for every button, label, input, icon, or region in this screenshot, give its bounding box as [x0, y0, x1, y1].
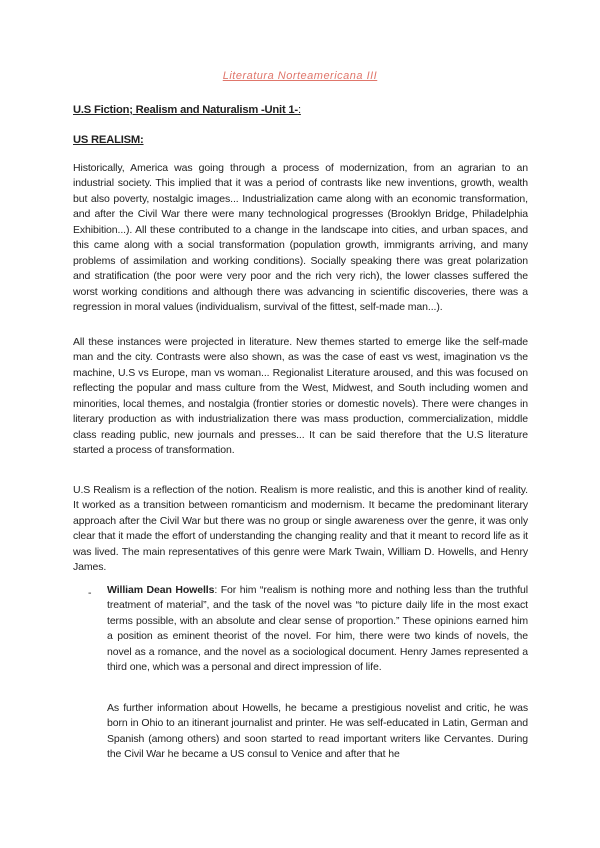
paragraph-literature: All these instances were projected in literature. New themes started to emerge like the self-made man and the city. Contrasts were also shown, as was the case of east vs west, imagination vs the machine, U.S vs Europe, man vs woman... Regionalist Literature aroused, and this was focused on reflecting the popular and mass culture from the West, Midwest, and South including women and minorities, local themes, and nostalgia (frontier stories or domestic novels). There were changes in literary production as with industrialization there was mass production, commercialization, middle class reading public, new journals and presses... It can be said therefore that the U.S literature started a process of transformation.: [73, 335, 528, 456]
section-heading-text: US REALISM: [73, 134, 140, 146]
bullet-howells: [107, 583, 528, 676]
bullet-name: William Dean Howells: [107, 583, 215, 596]
section-heading: [73, 134, 144, 146]
document-title: [73, 104, 301, 116]
section-heading-suffix: :: [140, 134, 144, 146]
title-text: U.S Fiction; Realism and Naturalism -Unit 1-: [73, 104, 298, 116]
bullet-text: : For him “realism is nothing more and nothing less than the truthful treatment of material”, and the task of the novel was “to picture daily life in the most exact terms possible, with an absolute and clear sense of proportion.” These opinions earned him a position as eminent theorist of the novel. For him, there were two kinds of novels, the novel as a romance, and the novel as a sociological document. Henry James represented a third one, which was a personal and direct impression of life.: [107, 583, 528, 673]
bullet-dash: -: [88, 587, 92, 599]
page-header: Literatura Norteamericana III: [222, 70, 378, 82]
paragraph-us-realism: U.S Realism is a reflection of the notion. Realism is more realistic, and this is another kind of reality. It worked as a transition between romanticism and modernism. It became the predominant literary approach after the Civil War but there was no group or single awareness over the genre, it was only clear that it made the effort of understanding the changing reality and that it meant to record life as it was lived. The main representatives of this genre were Mark Twain, William D. Howells, and Henry James.: [73, 483, 528, 573]
paragraph-howells-bio: As further information about Howells, he became a prestigious novelist and critic, he was born in Ohio to an itinerant journalist and printer. He was self-educated in Latin, German and Spanish (among others) and soon started to read important writers like Cervantes. During the Civil War he became a US consul to Venice and after that he: [107, 701, 528, 760]
paragraph-history: Historically, America was going through a process of modernization, from an agrarian to an industrial society. This implied that it was a period of contrasts like new inventions, growth, wealth but also poverty, nostalgic images... Industrialization came along with an economic transformation, and after the Civil War there were many technological progresses (Brooklyn Bridge, Philadelphia Exhibition...). All these contributed to a change in the landscape into cities, and urban spaces, and this came along with a social transformation (population growth, immigrants arriving, and many problems of assimilation and working conditions). Socially speaking there was great polarization and stratification (the poor were very poor and the rich very rich), the lower classes suffered the worst working conditions and although there was advancing in scientific discoveries, there was a regression in moral values (individualism, survival of the fittest, self-made man...).: [73, 161, 528, 313]
title-suffix: :: [297, 104, 301, 116]
